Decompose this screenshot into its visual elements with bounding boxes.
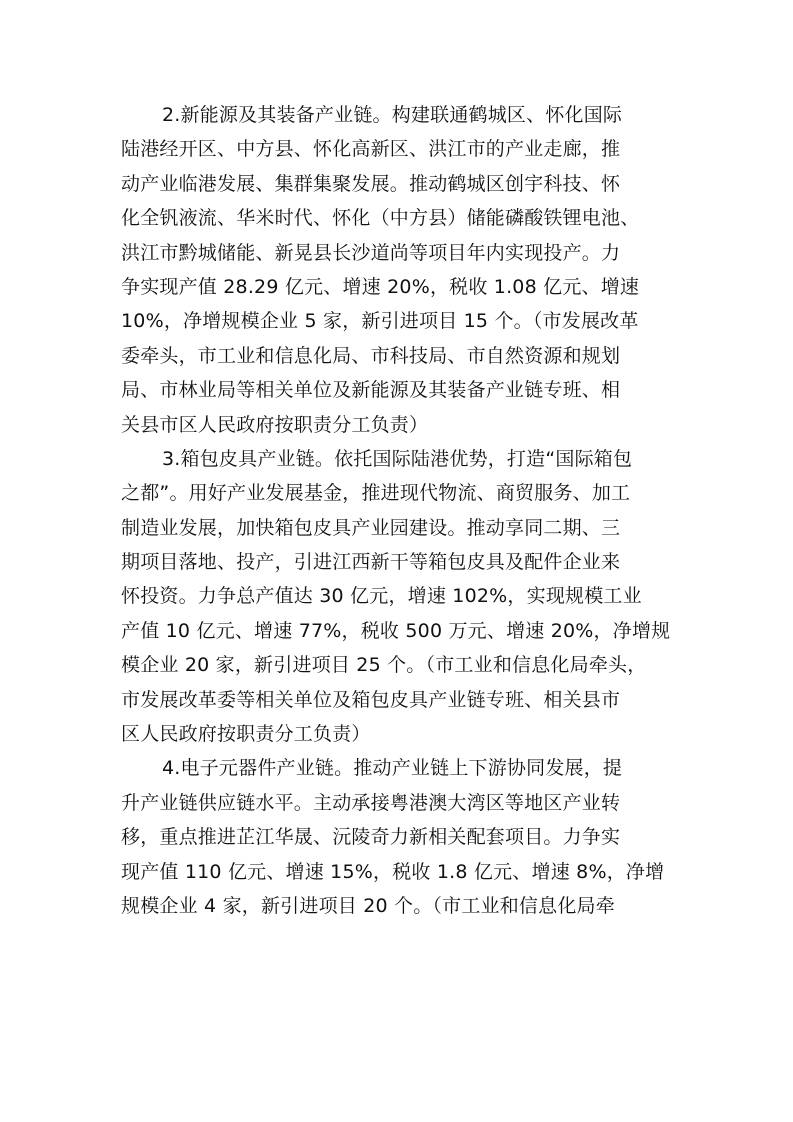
text-line: 怀投资。力争总产值达 30 亿元，增速 102%，实现规模工业 (121, 585, 642, 608)
text-line: 3.箱包皮具产业链。依托国际陆港优势，打造“国际箱包 (162, 447, 633, 470)
text-line: 洪江市黔城储能、新晃县长沙道尚等项目年内实现投产。力 (121, 241, 621, 264)
text-line: 产值 10 亿元、增速 77%，税收 500 万元、增速 20%，净增规 (121, 619, 671, 642)
text-line: 陆港经开区、中方县、怀化高新区、洪江市的产业走廊，推 (121, 138, 621, 161)
text-line: 10%，净增规模企业 5 家，新引进项目 15 个。（市发展改革 (121, 310, 639, 333)
text-line: 制造业发展，加快箱包皮具产业园建设。推动享同二期、三 (121, 516, 621, 539)
text-line: 区人民政府按职责分工负责） (121, 723, 371, 746)
text-line: 规模企业 4 家，新引进项目 20 个。（市工业和信息化局牵 (121, 894, 615, 917)
text-line: 委牵头，市工业和信息化局、市科技局、市自然资源和规划 (121, 344, 621, 367)
text-line: 化全钒液流、华米时代、怀化（中方县）储能磷酸铁锂电池、 (121, 207, 640, 230)
text-line: 之都”。用好产业发展基金，推进现代物流、商贸服务、加工 (121, 482, 631, 505)
paragraph-new-energy-chain (121, 98, 681, 442)
paragraph-electronics-chain (121, 751, 681, 923)
text-line: 移，重点推进芷江华晟、沅陵奇力新相关配套项目。力争实 (121, 826, 621, 849)
text-line: 升产业链供应链水平。主动承接粤港澳大湾区等地区产业转 (121, 791, 621, 814)
text-line: 局、市林业局等相关单位及新能源及其装备产业链专班、相 (121, 379, 621, 402)
text-line: 争实现产值 28.29 亿元、增速 20%，税收 1.08 亿元、增速 (121, 275, 640, 298)
document-body (121, 98, 681, 923)
text-line: 动产业临港发展、集群集聚发展。推动鹤城区创宇科技、怀 (121, 172, 621, 195)
text-line: 现产值 110 亿元、增速 15%，税收 1.8 亿元、增速 8%，净增 (121, 860, 665, 883)
text-line: 模企业 20 家，新引进项目 25 个。（市工业和信息化局牵头， (121, 654, 647, 677)
text-line: 4.电子元器件产业链。推动产业链上下游协同发展，提 (162, 757, 623, 780)
text-line: 关县市区人民政府按职责分工负责） (121, 413, 429, 436)
text-line: 市发展改革委等相关单位及箱包皮具产业链专班、相关县市 (121, 688, 621, 711)
paragraph-luggage-chain (121, 442, 681, 752)
text-line: 期项目落地、投产，引进江西新干等箱包皮具及配件企业来 (121, 551, 621, 574)
text-line: 2.新能源及其装备产业链。构建联通鹤城区、怀化国际 (162, 104, 623, 126)
